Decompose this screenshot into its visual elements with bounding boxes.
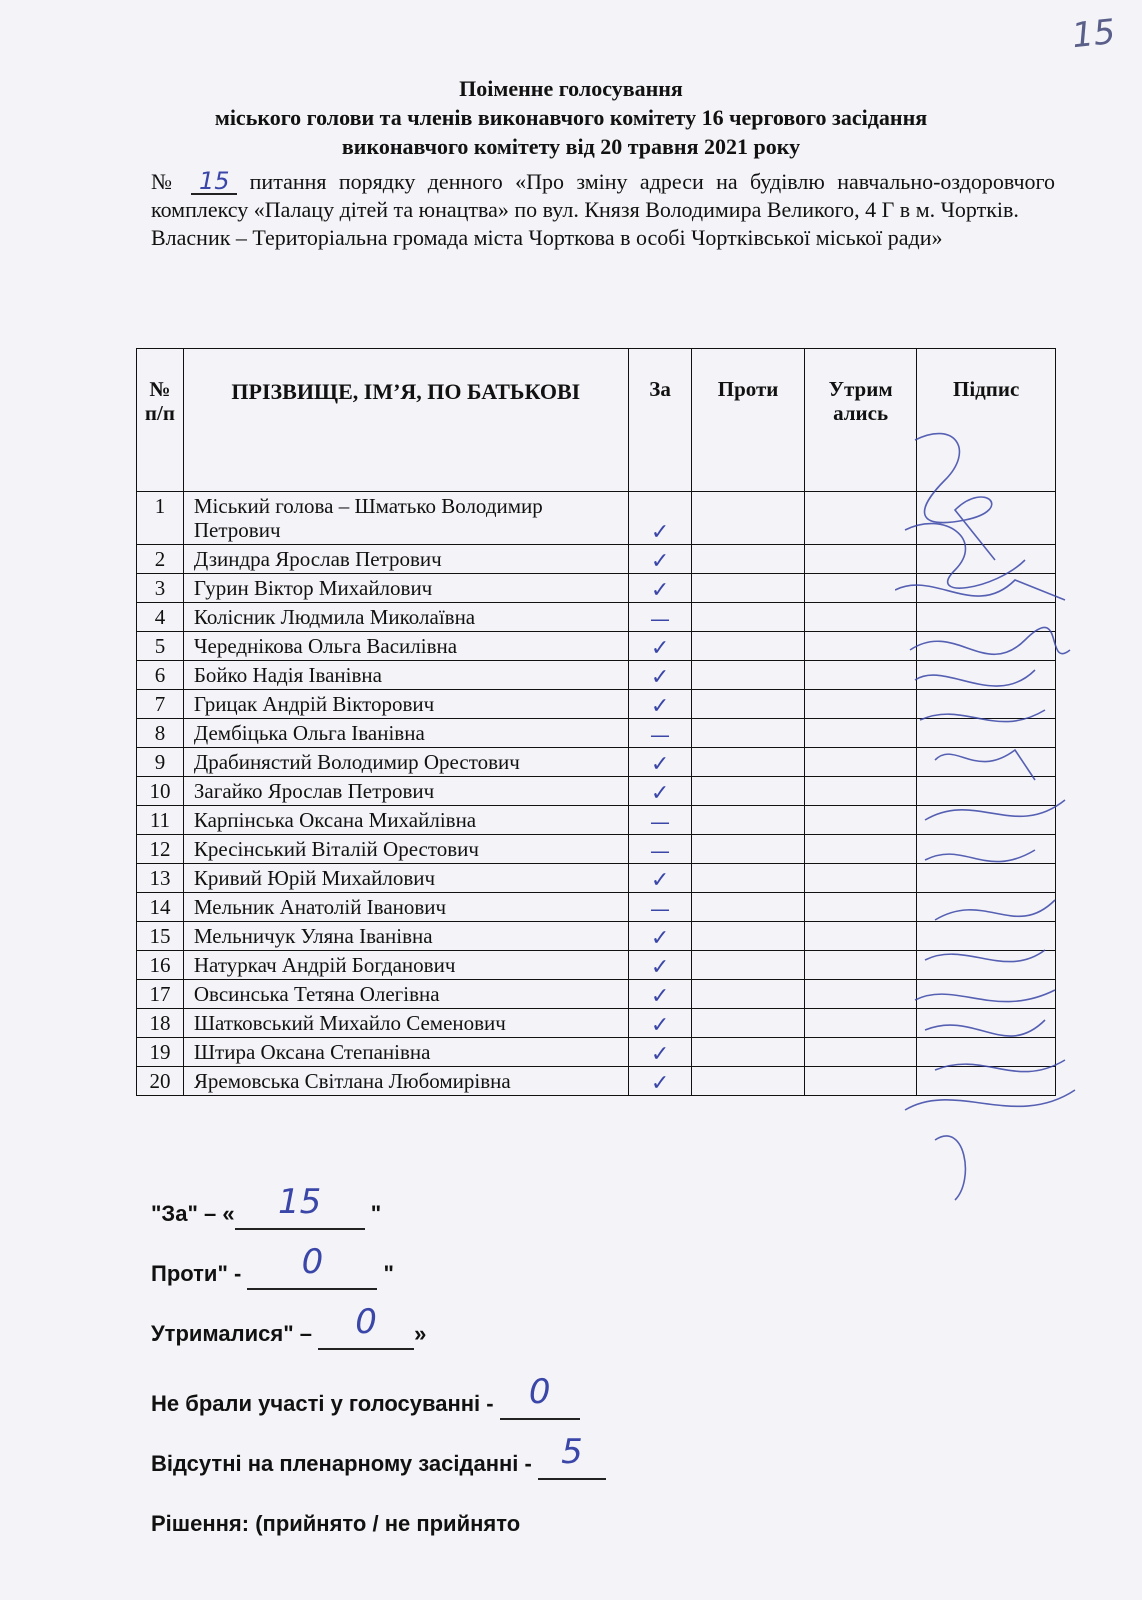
title-line-2: міського голови та членів виконавчого комітету 16 чергового засідання	[214, 105, 928, 130]
table-row	[137, 922, 1056, 951]
tally-za-end: "	[364, 1201, 382, 1226]
signature-cell	[917, 574, 1056, 603]
member-name: Міський голова – Шматько Володимир Петрович	[183, 492, 628, 545]
row-number: 12	[137, 835, 184, 864]
vote-utrymalys	[804, 1038, 917, 1067]
vote-za	[628, 719, 692, 748]
vote-za	[628, 922, 692, 951]
title-line-3: виконавчого комітету від 20 травня 2021 року	[341, 134, 801, 159]
vote-za	[628, 835, 692, 864]
signature-cell	[917, 777, 1056, 806]
checkmark-icon: ✓	[650, 578, 670, 603]
checkmark-icon: ✓	[650, 955, 670, 980]
tally-za	[151, 1182, 382, 1230]
table-row	[137, 661, 1056, 690]
vote-utrymalys	[804, 893, 917, 922]
table-row	[137, 1067, 1056, 1096]
decision	[151, 1510, 520, 1538]
row-number: 11	[137, 806, 184, 835]
vote-utrymalys	[804, 719, 917, 748]
dash-mark: —	[650, 839, 671, 863]
vote-za	[628, 1067, 692, 1096]
checkmark-icon: ✓	[650, 694, 670, 719]
table-row	[137, 893, 1056, 922]
table-row	[137, 632, 1056, 661]
table-row	[137, 1038, 1056, 1067]
member-name: Мельничук Уляна Іванівна	[183, 922, 628, 951]
vote-proty	[692, 492, 805, 545]
dash-mark: —	[650, 723, 671, 747]
question-number-prefix: №	[151, 169, 179, 194]
member-name: Натуркач Андрій Богданович	[183, 951, 628, 980]
member-name: Бойко Надія Іванівна	[183, 661, 628, 690]
signature-cell	[917, 748, 1056, 777]
vote-utrymalys	[804, 574, 917, 603]
vote-za	[628, 661, 692, 690]
vote-za	[628, 574, 692, 603]
vote-proty	[692, 545, 805, 574]
page-number: 15	[1070, 11, 1118, 57]
signature-cell	[917, 1009, 1056, 1038]
row-number: 13	[137, 864, 184, 893]
checkmark-icon: ✓	[650, 549, 670, 574]
table-header-row	[137, 349, 1056, 492]
vote-proty	[692, 864, 805, 893]
table-row	[137, 980, 1056, 1009]
member-name: Дзиндра Ярослав Петрович	[183, 545, 628, 574]
tally-za-label: "За" – «	[151, 1201, 235, 1226]
checkmark-icon: ✓	[650, 636, 670, 661]
signature-cell	[917, 951, 1056, 980]
vote-utrymalys	[804, 690, 917, 719]
row-number: 1	[137, 492, 184, 545]
vote-proty	[692, 748, 805, 777]
member-name: Карпінська Оксана Михайлівна	[183, 806, 628, 835]
signature-cell	[917, 1067, 1056, 1096]
row-number: 18	[137, 1009, 184, 1038]
table-row	[137, 492, 1056, 545]
member-name: Овсинська Тетяна Олегівна	[183, 980, 628, 1009]
signature-cell	[917, 719, 1056, 748]
vote-utrymalys	[804, 922, 917, 951]
checkmark-icon: ✓	[650, 781, 670, 806]
vote-utrymalys	[804, 980, 917, 1009]
table-row	[137, 545, 1056, 574]
checkmark-icon: ✓	[650, 1013, 670, 1038]
table-row	[137, 574, 1056, 603]
vote-za	[628, 806, 692, 835]
member-name: Драбинястий Володимир Орестович	[183, 748, 628, 777]
row-number: 9	[137, 748, 184, 777]
signature-cell	[917, 492, 1056, 545]
signature-cell	[917, 922, 1056, 951]
vote-utrymalys	[804, 777, 917, 806]
tally-utr-end: »	[414, 1321, 427, 1346]
row-number: 20	[137, 1067, 184, 1096]
vote-za	[628, 1009, 692, 1038]
checkmark-icon: ✓	[650, 1071, 670, 1096]
header-utrymalys: Утрим ались	[804, 349, 917, 492]
row-number: 8	[137, 719, 184, 748]
vote-table	[136, 348, 1056, 1096]
row-number: 4	[137, 603, 184, 632]
tally-za-value: 15	[277, 1182, 322, 1222]
vote-za	[628, 951, 692, 980]
tally-vidsutni-value: 5	[561, 1432, 583, 1472]
member-name: Штира Оксана Степанівна	[183, 1038, 628, 1067]
tally-utrymalys	[151, 1302, 427, 1350]
member-name: Череднікова Ольга Василівна	[183, 632, 628, 661]
vote-utrymalys	[804, 632, 917, 661]
row-number: 10	[137, 777, 184, 806]
table-row	[137, 1009, 1056, 1038]
signature-cell	[917, 864, 1056, 893]
table-row	[137, 864, 1056, 893]
vote-proty	[692, 632, 805, 661]
vote-utrymalys	[804, 1009, 917, 1038]
vote-za	[628, 632, 692, 661]
tally-nebraly-label: Не брали участі у голосуванні -	[151, 1391, 500, 1416]
document-title	[0, 74, 1142, 161]
header-signature: Підпис	[917, 349, 1056, 492]
table-row	[137, 777, 1056, 806]
header-proty: Проти	[692, 349, 805, 492]
checkmark-icon: ✓	[650, 752, 670, 777]
member-name: Кресінський Віталій Орестович	[183, 835, 628, 864]
vote-proty	[692, 1038, 805, 1067]
dash-mark: —	[650, 607, 671, 631]
vote-proty	[692, 719, 805, 748]
owner-text: Власник – Територіальна громада міста Чорткова в особі Чортківської міської ради»	[151, 225, 943, 250]
vote-za	[628, 545, 692, 574]
signature-cell	[917, 980, 1056, 1009]
row-number: 7	[137, 690, 184, 719]
tally-vidsutni	[151, 1432, 606, 1480]
vote-proty	[692, 1067, 805, 1096]
vote-proty	[692, 603, 805, 632]
member-name: Загайко Ярослав Петрович	[183, 777, 628, 806]
signature-cell	[917, 661, 1056, 690]
dash-mark: —	[650, 897, 671, 921]
title-line-1: Поіменне голосування	[459, 76, 683, 101]
member-name: Грицак Андрій Вікторович	[183, 690, 628, 719]
question-text: питання порядку денного «Про зміну адреси на будівлю навчально-оздоровчого комплексу «Палацу дітей та юнацтва» по вул. Князя Володимира Великого, 4 Г в м. Чортків.	[151, 169, 1056, 222]
tally-utr-value: 0	[355, 1302, 377, 1342]
row-number: 14	[137, 893, 184, 922]
question-number-handwritten: 15	[198, 167, 230, 195]
table-row	[137, 719, 1056, 748]
row-number: 19	[137, 1038, 184, 1067]
tally-nebraly-value: 0	[528, 1372, 551, 1412]
vote-proty	[692, 574, 805, 603]
member-name: Дембіцька Ольга Іванівна	[183, 719, 628, 748]
header-num: № п/п	[137, 349, 184, 492]
tally-proty-value: 0	[301, 1242, 324, 1282]
vote-za	[628, 980, 692, 1009]
agenda-question	[151, 168, 1055, 252]
signature-cell	[917, 893, 1056, 922]
vote-proty	[692, 893, 805, 922]
signature-cell	[917, 603, 1056, 632]
tally-vidsutni-label: Відсутні на пленарному засіданні -	[151, 1451, 538, 1476]
vote-za	[628, 893, 692, 922]
signature-cell	[917, 806, 1056, 835]
row-number: 15	[137, 922, 184, 951]
vote-utrymalys	[804, 835, 917, 864]
vote-za	[628, 603, 692, 632]
vote-proty	[692, 835, 805, 864]
decision-label: Рішення: (прийнято / не прийнято	[151, 1511, 521, 1536]
vote-utrymalys	[804, 864, 917, 893]
vote-utrymalys	[804, 748, 917, 777]
vote-proty	[692, 922, 805, 951]
vote-proty	[692, 661, 805, 690]
checkmark-icon: ✓	[650, 868, 670, 893]
row-number: 16	[137, 951, 184, 980]
row-number: 17	[137, 980, 184, 1009]
checkmark-icon: ✓	[650, 1042, 670, 1067]
checkmark-icon: ✓	[650, 926, 670, 951]
vote-utrymalys	[804, 603, 917, 632]
table-row	[137, 835, 1056, 864]
checkmark-icon: ✓	[650, 520, 670, 545]
member-name: Кривий Юрій Михайлович	[183, 864, 628, 893]
vote-za	[628, 492, 692, 545]
vote-proty	[692, 806, 805, 835]
checkmark-icon: ✓	[650, 665, 670, 690]
vote-utrymalys	[804, 545, 917, 574]
vote-utrymalys	[804, 806, 917, 835]
vote-proty	[692, 951, 805, 980]
vote-utrymalys	[804, 951, 917, 980]
tally-proty-label: Проти" -	[151, 1261, 248, 1286]
vote-proty	[692, 777, 805, 806]
member-name: Шатковський Михайло Семенович	[183, 1009, 628, 1038]
row-number: 2	[137, 545, 184, 574]
vote-za	[628, 864, 692, 893]
vote-za	[628, 777, 692, 806]
vote-za	[628, 690, 692, 719]
signature-cell	[917, 545, 1056, 574]
vote-proty	[692, 690, 805, 719]
vote-utrymalys	[804, 1067, 917, 1096]
vote-proty	[692, 1009, 805, 1038]
member-name: Гурин Віктор Михайлович	[183, 574, 628, 603]
vote-utrymalys	[804, 661, 917, 690]
table-row	[137, 806, 1056, 835]
checkmark-icon: ✓	[650, 984, 670, 1009]
signature-cell	[917, 835, 1056, 864]
table-row	[137, 690, 1056, 719]
header-za: За	[628, 349, 692, 492]
tally-proty	[151, 1242, 394, 1290]
signature-cell	[917, 632, 1056, 661]
vote-za	[628, 1038, 692, 1067]
vote-proty	[692, 980, 805, 1009]
member-name: Яремовська Світлана Любомирівна	[183, 1067, 628, 1096]
row-number: 3	[137, 574, 184, 603]
tally-nebraly	[151, 1372, 580, 1420]
row-number: 5	[137, 632, 184, 661]
member-name: Колісник Людмила Миколаївна	[183, 603, 628, 632]
member-name: Мельник Анатолій Іванович	[183, 893, 628, 922]
tally-proty-end: "	[377, 1261, 394, 1286]
table-row	[137, 748, 1056, 777]
tally-utr-label: Утрималися" –	[151, 1321, 319, 1346]
vote-za	[628, 748, 692, 777]
row-number: 6	[137, 661, 184, 690]
header-name: ПРІЗВИЩЕ, ІМ’Я, ПО БАТЬКОВІ	[183, 349, 628, 492]
table-row	[137, 603, 1056, 632]
vote-utrymalys	[804, 492, 917, 545]
signature-cell	[917, 690, 1056, 719]
dash-mark: —	[650, 810, 671, 834]
signature-cell	[917, 1038, 1056, 1067]
table-row	[137, 951, 1056, 980]
